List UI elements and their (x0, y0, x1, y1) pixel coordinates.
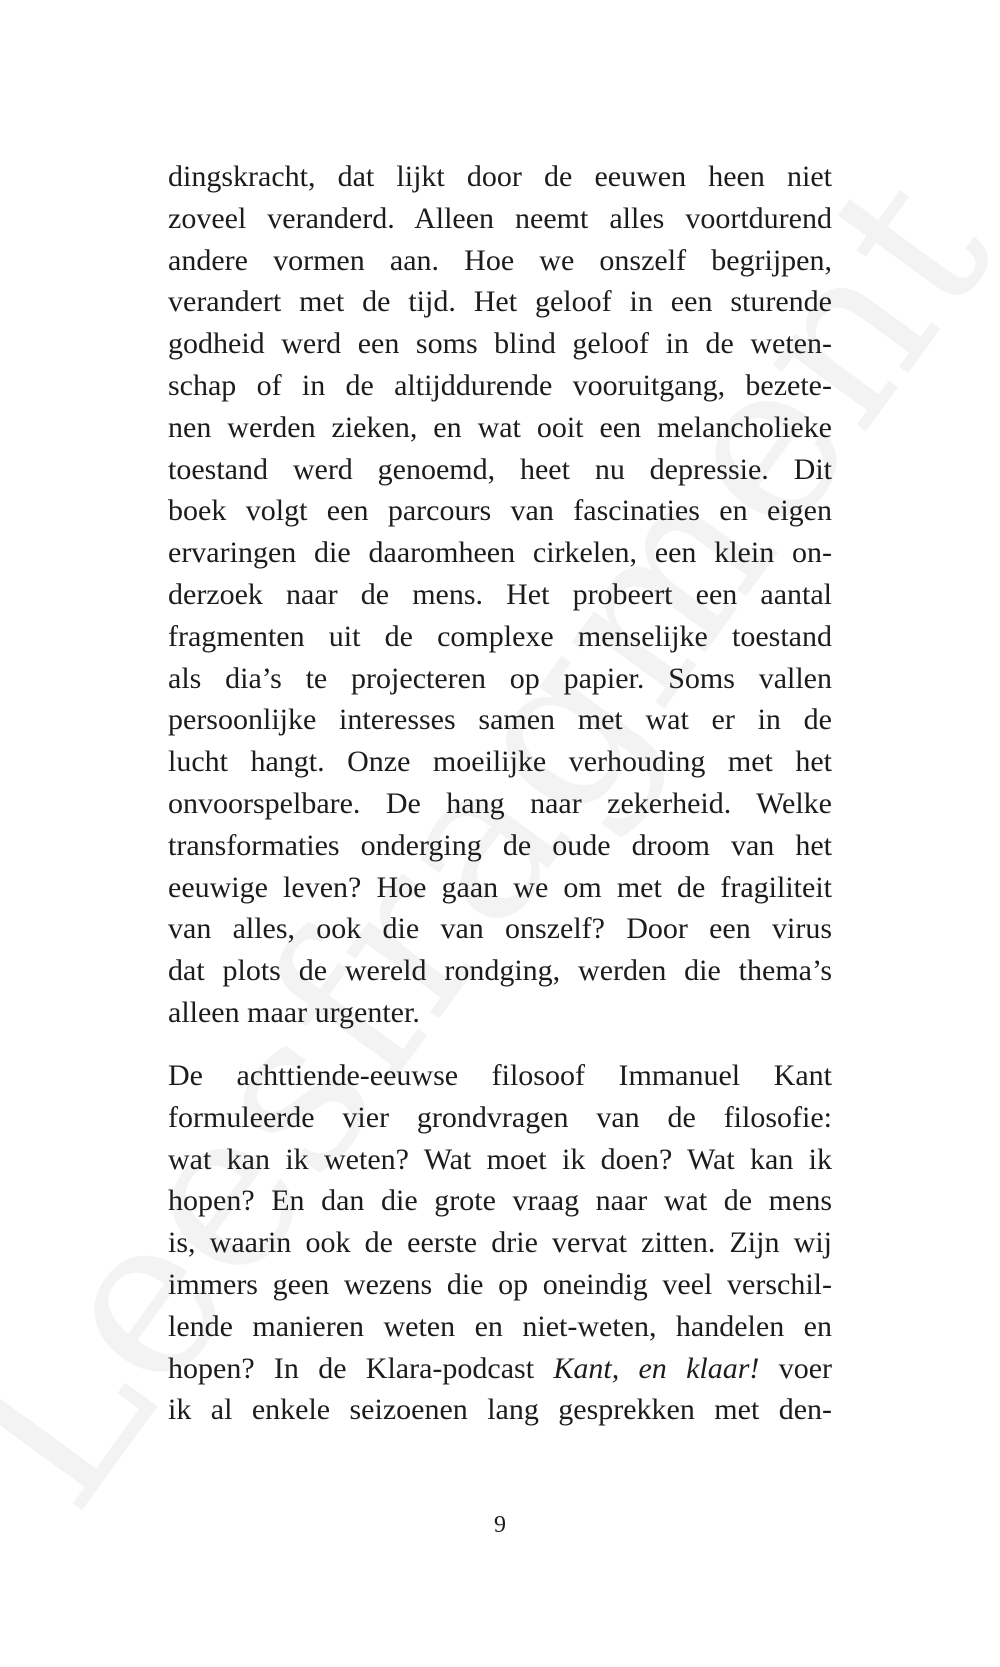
text-line: De achttiende-eeuwse filosoof Immanuel Kant (168, 1059, 832, 1092)
text-line: persoonlijke interesses samen met wat er in de (168, 703, 832, 737)
text-line: is, waarin ook de eerste drie vervat zitten. Zijn wij (168, 1226, 832, 1260)
paragraph-2 (168, 1055, 832, 1431)
text-line: verandert met de tijd. Het geloof in een sturende (168, 285, 832, 319)
text-line: dat plots de wereld rondging, werden die thema’s (168, 954, 832, 988)
text-line: fragmenten uit de complexe menselijke toestand (168, 619, 832, 653)
text-line: transformaties onderging de oude droom van het (168, 828, 832, 862)
text-line: nen werden zieken, en wat ooit een melancholieke (168, 410, 832, 444)
text-segment: voer (759, 1351, 832, 1385)
text-line: schap of in de altijddurende vooruitgang, bezete- (168, 368, 832, 402)
text-line: eeuwige leven? Hoe gaan we om met de fragiliteit (168, 870, 832, 904)
podcast-title: Kant, en klaar! (553, 1351, 760, 1385)
text-line: wat kan ik weten? Wat moet ik doen? Wat kan ik (168, 1142, 832, 1176)
text-line: ervaringen die daaromheen cirkelen, een klein on- (168, 536, 832, 570)
paragraph-1 (168, 156, 832, 1034)
text-line: toestand werd genoemd, heet nu depressie. Dit (168, 452, 832, 486)
text-line: zoveel veranderd. Alleen neemt alles voortdurend (168, 201, 832, 235)
text-line: van alles, ook die van onszelf? Door een virus (168, 912, 832, 946)
text-line: onvoorspelbare. De hang naar zekerheid. Welke (168, 786, 832, 820)
text-line: als dia’s te projecteren op papier. Soms vallen (168, 661, 832, 695)
text-line: dingskracht, dat lijkt door de eeuwen heen niet (168, 160, 832, 193)
text-line: immers geen wezens die op oneindig veel verschil- (168, 1267, 832, 1301)
text-segment: hopen? In de Klara-podcast (168, 1351, 554, 1385)
text-line: hopen? En dan die grote vraag naar wat de mens (168, 1184, 832, 1218)
text-line: ik al enkele seizoenen lang gesprekken met den- (168, 1393, 832, 1427)
text-line: lende manieren weten en niet-weten, handelen en (168, 1309, 832, 1343)
text-line: boek volgt een parcours van fascinaties en eigen (168, 494, 832, 528)
text-line: formuleerde vier grondvragen van de filosofie: (168, 1100, 832, 1134)
text-line: lucht hangt. Onze moeilijke verhouding met het (168, 745, 832, 779)
page-number: 9 (494, 1512, 506, 1538)
text-line: alleen maar urgenter. (168, 995, 420, 1029)
text-line: andere vormen aan. Hoe we onszelf begrijpen, (168, 243, 832, 277)
text-line: godheid werd een soms blind geloof in de weten- (168, 327, 832, 361)
text-line: derzoek naar de mens. Het probeert een aantal (168, 577, 832, 611)
text-line-with-title (168, 1348, 832, 1390)
